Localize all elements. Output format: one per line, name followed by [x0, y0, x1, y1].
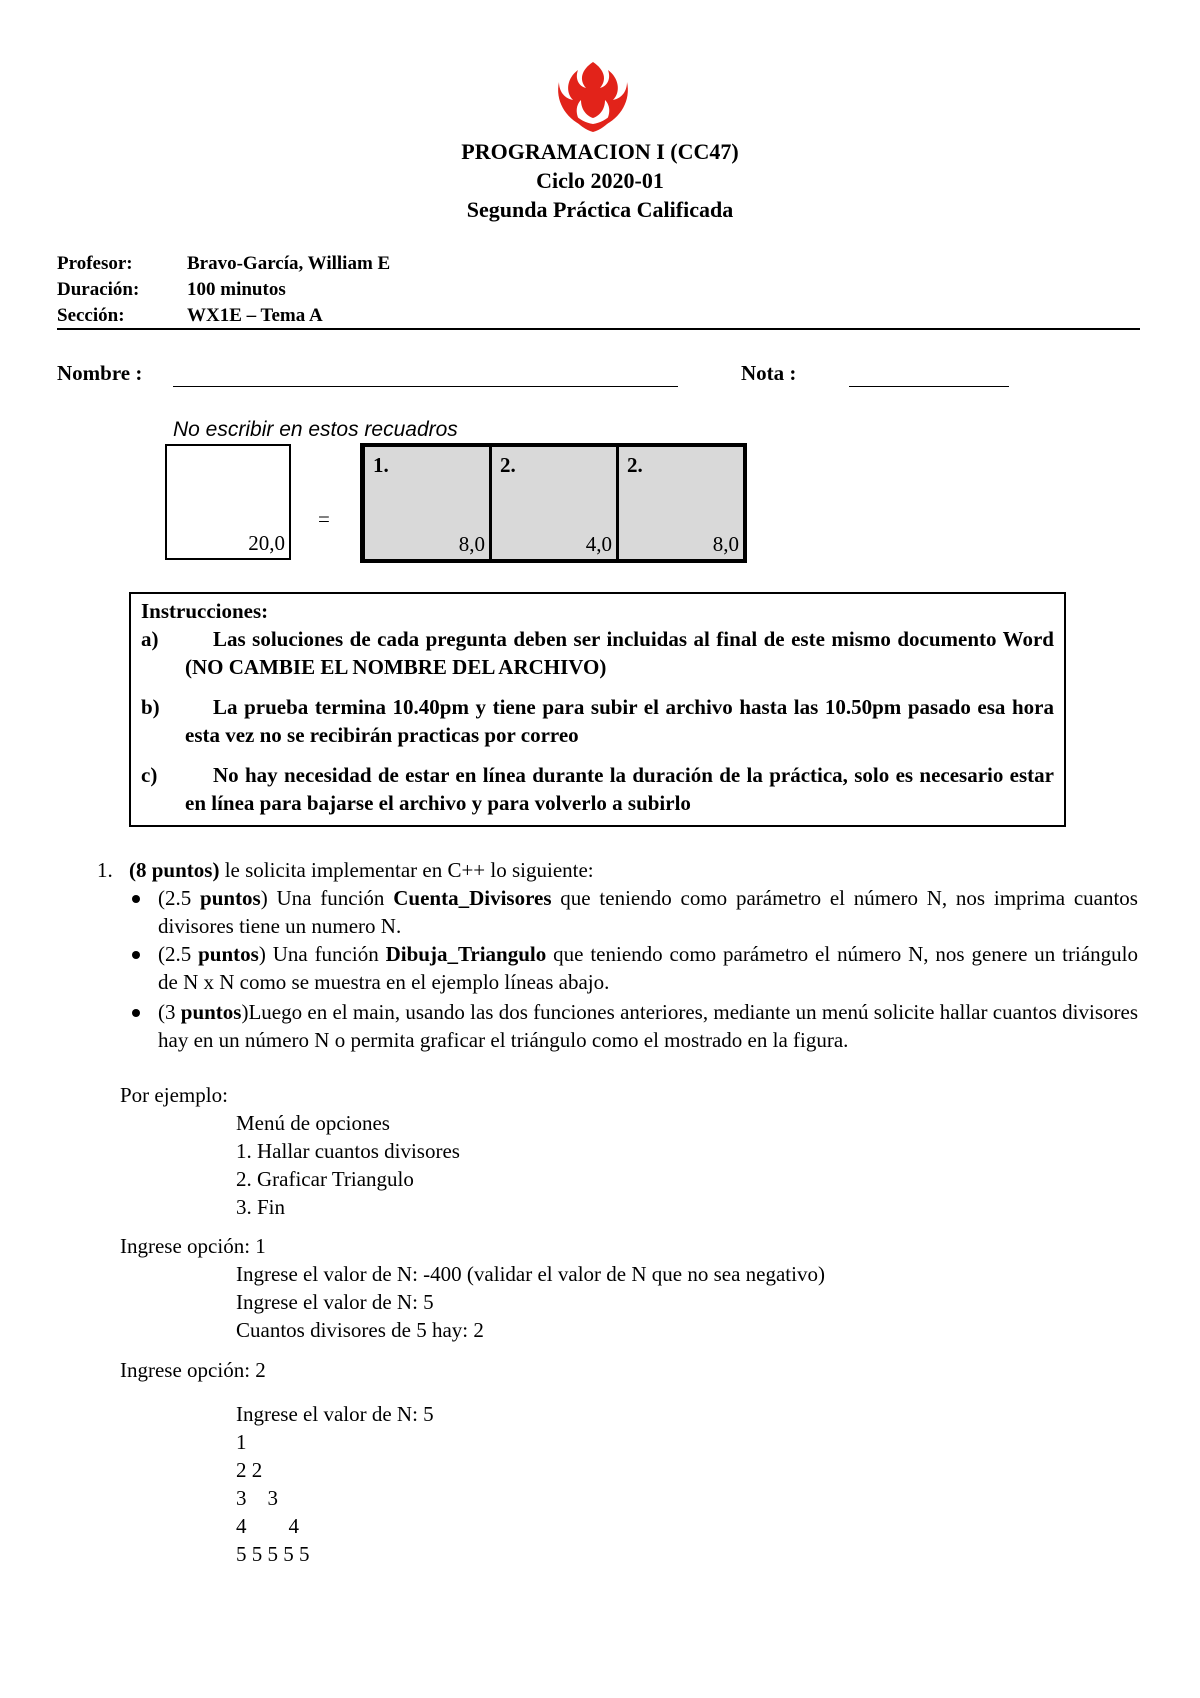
nota-label: Nota : [741, 361, 797, 385]
triangle-row: 1 [236, 1430, 247, 1454]
bullet-text: )Luego en el main, usando las dos funciones anteriores, mediante un menú solicite hallar cuantos divisores hay en un número N o permita graficar el triángulo como el mostrado en la figura. [158, 1000, 1138, 1052]
part-score-box [489, 447, 616, 559]
bullet-text: (3 [158, 1000, 181, 1024]
triangle-row: 3 3 [236, 1486, 278, 1510]
part-label: 2. [627, 453, 643, 477]
example-line: Ingrese el valor de N: -400 (validar el valor de N que no sea negativo) [236, 1262, 825, 1286]
nombre-label: Nombre : [57, 361, 143, 385]
part-score-box [616, 447, 743, 559]
menu-item: 1. Hallar cuantos divisores [236, 1139, 460, 1163]
option-1-prompt: Ingrese opción: 1 [120, 1234, 266, 1258]
instruction-item [141, 693, 1054, 749]
bullet-text: ) Una función [258, 942, 386, 966]
bullet-icon [130, 940, 158, 996]
instruction-letter: a) [141, 627, 159, 651]
duracion-label: Duración: [57, 279, 140, 300]
triangle-row: 4 4 [236, 1514, 299, 1538]
instructions-box [129, 592, 1066, 827]
example-line: Cuantos divisores de 5 hay: 2 [236, 1318, 484, 1342]
part-points: 8,0 [458, 532, 485, 556]
instruction-text: Las soluciones de cada pregunta deben ser incluidas al final de este mismo documento Word (NO CAMBIE EL NOMBRE DEL ARCHIVO) [185, 627, 1054, 679]
list-item [130, 940, 1138, 996]
bullet-bold: puntos [180, 1000, 242, 1024]
part-label: 2. [500, 453, 516, 477]
seccion-value: WX1E – Tema A [187, 305, 323, 326]
part-score-box [364, 447, 489, 559]
question-1-bullets [130, 884, 1138, 1054]
bullet-text: ) Una función [260, 886, 394, 910]
option-2-prompt: Ingrese opción: 2 [120, 1358, 266, 1382]
menu-title: Menú de opciones [236, 1111, 390, 1135]
equals-sign: = [318, 507, 330, 531]
triangle-row: 2 2 [236, 1458, 263, 1482]
example-label: Por ejemplo: [120, 1083, 228, 1107]
course-title: PROGRAMACION I (CC47) [461, 139, 739, 164]
bullet-bold: puntos [200, 886, 261, 910]
question-points: (8 puntos) [129, 858, 220, 882]
example-line: Ingrese el valor de N: 5 [236, 1402, 434, 1426]
instruction-text: La prueba termina 10.40pm y tiene para subir el archivo hasta las 10.50pm pasado esa hora esta vez no se recibirán practicas por correo [185, 695, 1054, 747]
function-name: Cuenta_Divisores [393, 886, 552, 910]
instructions-title: Instrucciones: [141, 599, 269, 623]
bullet-icon [130, 998, 158, 1054]
bullet-icon [130, 884, 158, 940]
part-points: 4,0 [585, 532, 612, 556]
instruction-letter: b) [141, 695, 160, 719]
profesor-value: Bravo-García, William E [187, 253, 391, 274]
list-item [130, 998, 1138, 1054]
bullet-bold: puntos [198, 942, 259, 966]
instruction-item [141, 761, 1054, 817]
profesor-label: Profesor: [57, 253, 133, 274]
question-number: 1. [97, 858, 113, 882]
bullet-text: que teniendo como parámetro el número N, nos imprima cuantos divisores tiene un numero N. [158, 886, 1138, 938]
part-points: 8,0 [712, 532, 739, 556]
question-1 [97, 856, 594, 884]
instruction-letter: c) [141, 763, 158, 787]
part-scores [360, 443, 747, 563]
function-name: Dibuja_Triangulo [385, 942, 547, 966]
nombre-field[interactable] [173, 386, 678, 387]
nota-field[interactable] [849, 386, 1009, 387]
bullet-text: (2.5 [158, 886, 201, 910]
header-divider [57, 328, 1140, 330]
part-label: 1. [373, 453, 389, 477]
score-note: No escribir en estos recuadros [173, 418, 458, 441]
list-item [130, 884, 1138, 940]
total-score: 20,0 [248, 531, 285, 555]
triangle-row: 5 5 5 5 5 [236, 1542, 310, 1566]
exam-title: Segunda Práctica Calificada [466, 197, 734, 222]
question-intro: le solicita implementar en C++ lo siguiente: [219, 858, 594, 882]
upc-flame-logo-icon [553, 56, 633, 136]
cycle-title: Ciclo 2020-01 [536, 168, 664, 193]
menu-item: 3. Fin [236, 1195, 286, 1219]
instruction-item [141, 625, 1054, 681]
example-line: Ingrese el valor de N: 5 [236, 1290, 434, 1314]
bullet-text: (2.5 [158, 942, 199, 966]
seccion-label: Sección: [57, 305, 125, 326]
bullet-text: que teniendo como parámetro el número N, nos genere un triángulo de N x N como se muestra en el ejemplo líneas abajo. [158, 942, 1138, 994]
instruction-text: No hay necesidad de estar en línea durante la duración de la práctica, solo es necesario estar en línea para bajarse el archivo y para volverlo a subirlo [185, 763, 1054, 815]
menu-item: 2. Graficar Triangulo [236, 1167, 414, 1191]
duracion-value: 100 minutos [187, 279, 286, 300]
total-score-box [165, 444, 291, 560]
